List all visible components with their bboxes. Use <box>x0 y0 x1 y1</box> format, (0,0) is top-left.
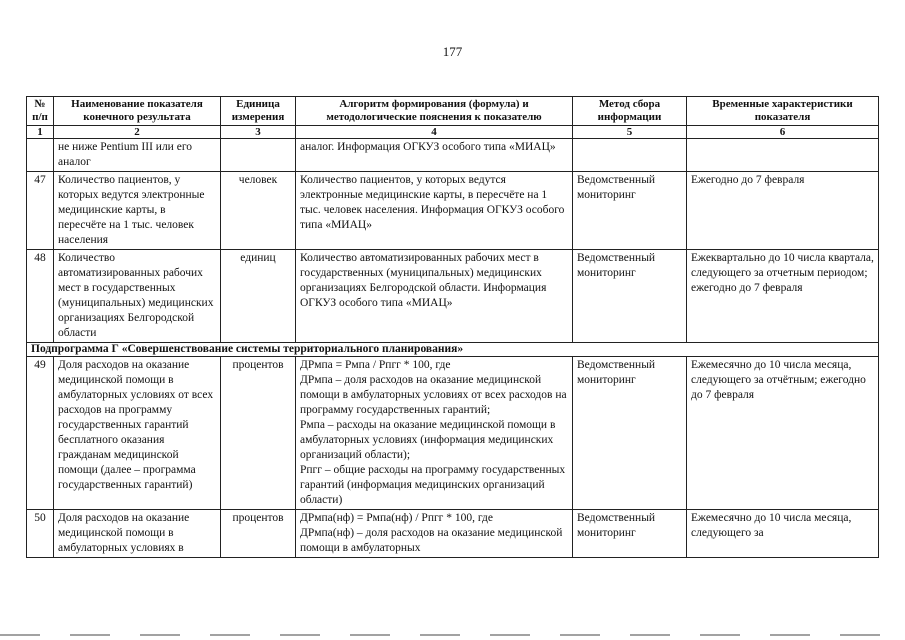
column-number: 6 <box>687 126 879 139</box>
header-method: Метод сбора информации <box>573 97 687 126</box>
row-method <box>573 139 687 172</box>
row-num: 49 <box>27 357 54 510</box>
header-algorithm: Алгоритм формирования (формула) и методологические пояснения к показателю <box>296 97 573 126</box>
row-unit: процентов <box>221 510 296 558</box>
subprogram-row <box>27 343 879 357</box>
row-unit: единиц <box>221 250 296 343</box>
row-num <box>27 139 54 172</box>
column-number-row <box>27 126 879 139</box>
column-number: 1 <box>27 126 54 139</box>
row-algorithm: аналог. Информация ОГКУЗ особого типа «МИАЦ» <box>296 139 573 172</box>
row-unit: процентов <box>221 357 296 510</box>
scan-edge-divider <box>0 634 905 636</box>
row-algorithm <box>296 357 573 510</box>
column-number: 3 <box>221 126 296 139</box>
formula-line: Рпгг – общие расходы на программу государственных гарантий (информация медицинских организаций области) <box>300 464 566 506</box>
formula-line: ДРмпа(нф) = Рмпа(нф) / Рпгг * 100, где <box>300 512 494 524</box>
table-row <box>27 139 879 172</box>
indicator-table <box>26 96 879 558</box>
row-unit <box>221 139 296 172</box>
table-row <box>27 172 879 250</box>
header-timing: Временные характеристики показателя <box>687 97 879 126</box>
table-row <box>27 510 879 558</box>
header-unit: Единица измерения <box>221 97 296 126</box>
row-name: Количество автоматизированных рабочих мест в государственных (муниципальных) медицинских организациях Белгородской области <box>54 250 221 343</box>
row-num: 50 <box>27 510 54 558</box>
page-number: 177 <box>442 44 463 59</box>
row-name: не ниже Pentium III или его аналог <box>54 139 221 172</box>
column-number: 5 <box>573 126 687 139</box>
table-header-row <box>27 97 879 126</box>
column-number: 2 <box>54 126 221 139</box>
row-num: 47 <box>27 172 54 250</box>
row-algorithm: Количество пациентов, у которых ведутся электронные медицинские карты, в пересчёте на 1 тыс. человек населения. Информация ОГКУЗ особого типа «МИАЦ» <box>296 172 573 250</box>
subprogram-title: Подпрограмма Г «Совершенствование системы территориального планирования» <box>27 343 879 357</box>
row-timing <box>687 139 879 172</box>
row-timing: Ежегодно до 7 февраля <box>687 172 879 250</box>
table-row <box>27 357 879 510</box>
header-name: Наименование показателя конечного результата <box>54 97 221 126</box>
row-method: Ведомственный мониторинг <box>573 250 687 343</box>
row-timing: Ежемесячно до 10 числа месяца, следующего за отчётным; ежегодно до 7 февраля <box>687 357 879 510</box>
row-method: Ведомственный мониторинг <box>573 510 687 558</box>
row-name: Доля расходов на оказание медицинской помощи в амбулаторных условиях от всех расходов на программу государственных гарантий бесплатного оказания гражданам медицинской помощи (далее – программа государственных гарантий) <box>54 357 221 510</box>
row-method: Ведомственный мониторинг <box>573 172 687 250</box>
table-row <box>27 250 879 343</box>
row-algorithm: Количество автоматизированных рабочих мест в государственных (муниципальных) медицинских организациях Белгородской области. Информация ОГКУЗ особого типа «МИАЦ» <box>296 250 573 343</box>
row-unit: человек <box>221 172 296 250</box>
formula-line: Рмпа – расходы на оказание медицинской помощи в амбулаторных условиях (информация медицинских организаций области); <box>300 419 556 461</box>
formula-line: ДРмпа(нф) – доля расходов на оказание медицинской помощи в амбулаторных <box>300 527 563 554</box>
header-num: № п/п <box>27 97 54 126</box>
formula-line: ДРмпа = Рмпа / Рпгг * 100, где <box>300 359 451 371</box>
row-algorithm <box>296 510 573 558</box>
row-method: Ведомственный мониторинг <box>573 357 687 510</box>
row-num: 48 <box>27 250 54 343</box>
row-name: Количество пациентов, у которых ведутся электронные медицинские карты, в пересчёте на 1 тыс. человек населения <box>54 172 221 250</box>
formula-line: ДРмпа – доля расходов на оказание медицинской помощи в амбулаторных условиях от всех расходов на программу государственных гарантий; <box>300 374 567 416</box>
row-timing: Ежеквартально до 10 числа квартала, следующего за отчетным периодом; ежегодно до 7 февраля <box>687 250 879 343</box>
row-timing: Ежемесячно до 10 числа месяца, следующего за <box>687 510 879 558</box>
row-name: Доля расходов на оказание медицинской помощи в амбулаторных условиях в <box>54 510 221 558</box>
column-number: 4 <box>296 126 573 139</box>
